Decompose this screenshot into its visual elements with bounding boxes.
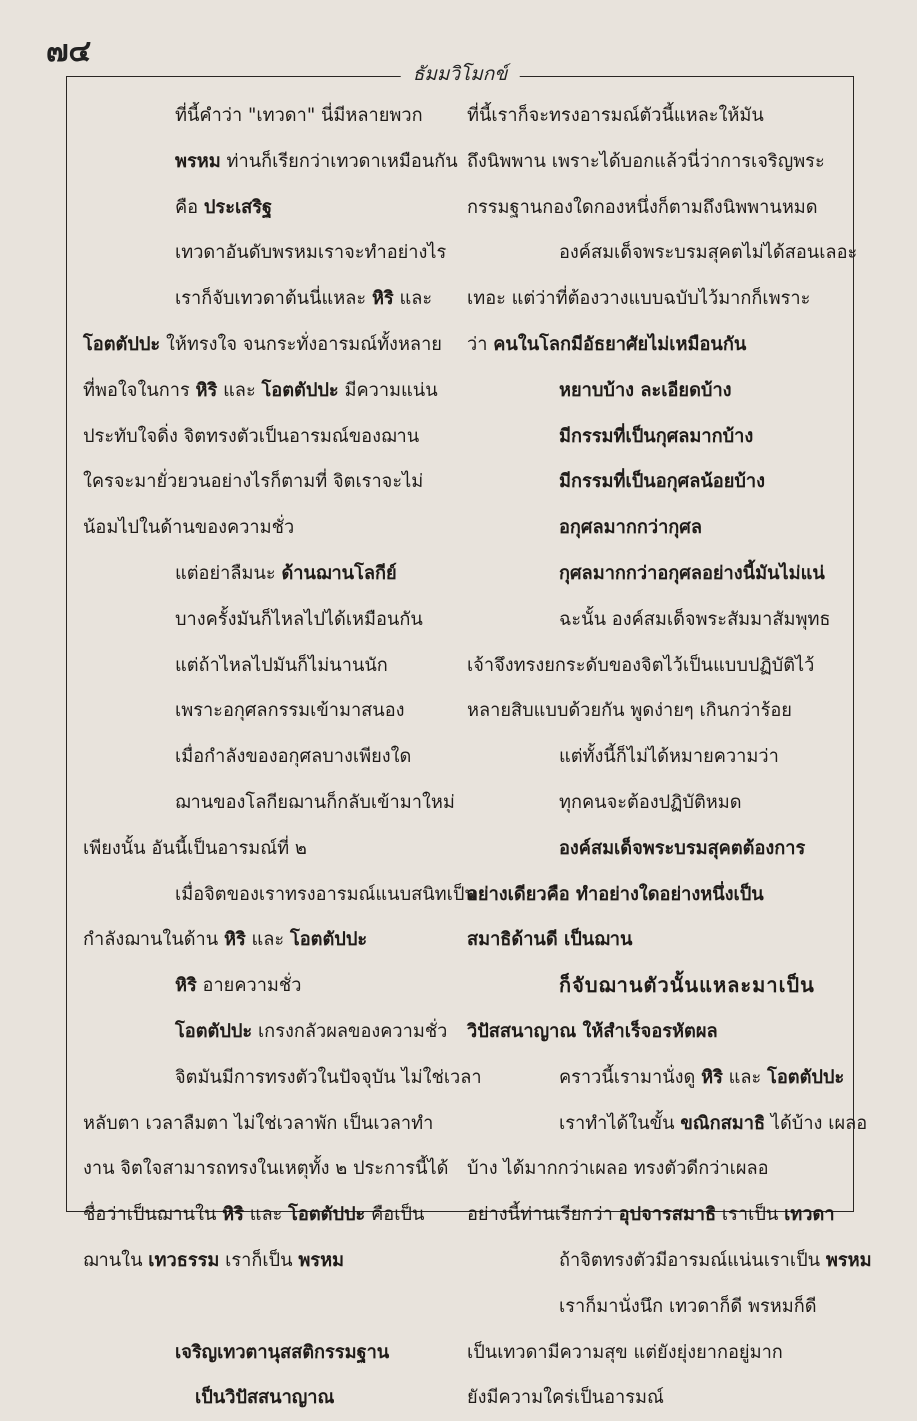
text-line [467, 734, 839, 780]
text-segment: เราทำได้ในขั้น [559, 1112, 681, 1134]
right-column [467, 93, 872, 1421]
bold-text: กุศลมากกว่าอกุศลอย่างนี้มันไม่แน่ [559, 562, 825, 584]
bold-text: มีกรรมที่เป็นอกุศลน้อยบ้าง [559, 471, 765, 493]
text-segment: ถ้าจิตทรงตัวมีอารมณ์แน่นเราเป็น [559, 1249, 826, 1271]
bold-text: มีกรรมที่เป็นกุศลมากบ้าง [559, 425, 754, 447]
text-line [83, 872, 477, 918]
bold-text: พรหม [825, 1249, 872, 1271]
bold-text: โอตตัปปะ [288, 1204, 366, 1226]
text-line [83, 185, 455, 231]
text-line [467, 505, 839, 551]
text-line [467, 368, 839, 414]
text-line [83, 597, 455, 643]
text-segment: ฉะนั้น องค์สมเด็จพระสัมมาสัมพุทธ [559, 608, 831, 630]
page-frame [66, 63, 872, 1409]
text-line [83, 688, 455, 734]
bold-text: ด้านฌานโลกีย์ [281, 562, 397, 584]
bold-text: เทวดา [784, 1204, 835, 1226]
text-line [83, 551, 455, 597]
text-line [83, 963, 455, 1009]
bold-text: คนในโลกมีอัธยาศัยไม่เหมือนกัน [493, 333, 747, 355]
text-line [467, 1192, 839, 1238]
text-line [467, 551, 839, 597]
text-segment: ที่พอใจในการ [83, 379, 196, 401]
text-line [83, 1284, 455, 1330]
text-line [83, 414, 455, 460]
text-segment: เราก็มานั่งนึก เทวดาก็ดี พรหมก็ดี [559, 1295, 817, 1317]
text-segment: แต่ถ้าไหลไปมันก็ไม่นานนัก [175, 654, 388, 676]
text-line [83, 276, 455, 322]
text-line [83, 322, 455, 368]
text-segment: ว่า [467, 333, 494, 355]
text-segment: เราก็เป็น [219, 1249, 299, 1271]
bold-text: หิริ [195, 379, 218, 401]
text-line [467, 1238, 872, 1284]
text-line [83, 230, 455, 276]
text-segment: บางครั้งมันก็ไหลไปได้เหมือนกัน [175, 608, 423, 630]
text-segment: หลับตา เวลาลืมตา ไม่ใช่เวลาพัก เป็นเวลาทำ [83, 1112, 434, 1134]
text-line [83, 1375, 455, 1421]
bold-text: หิริ [175, 975, 197, 997]
text-segment: และ [722, 1066, 768, 1088]
text-line [83, 734, 455, 780]
text-segment: คราวนี้เรามานั่งดู [559, 1066, 702, 1088]
text-segment: เมื่อกำลังของอกุศลบางเพียงใด [175, 746, 412, 768]
text-segment: ที่นี้คำว่า "เทวดา" นี่มีหลายพวก [175, 105, 423, 126]
text-line [467, 1101, 868, 1147]
bold-text: เจริญเทวตานุสสติกรรมฐาน [175, 1341, 390, 1363]
text-line [467, 963, 839, 1009]
text-segment: ได้บ้าง เผลอ [765, 1112, 868, 1134]
text-line [467, 597, 839, 643]
text-segment: เจ้าจึงทรงยกระดับของจิตไว้เป็นแบบปฏิบัติไว้ [467, 654, 815, 676]
text-line [83, 93, 455, 139]
text-line [467, 688, 839, 734]
bold-text: ประเสริฐ [203, 196, 273, 218]
bold-text: หยาบบ้าง ละเอียดบ้าง [559, 379, 732, 401]
text-segment: ที่นี้เราก็จะทรงอารมณ์ตัวนี้แหละให้มัน [467, 105, 764, 126]
bold-text: อุปจารสมาธิ [618, 1204, 717, 1226]
text-segment: เทอะ แต่ว่าที่ต้องวางแบบฉบับไว้มากก็เพราะ [467, 288, 811, 310]
text-segment: แต่ทั้งนี้ก็ไม่ได้หมายความว่า [559, 746, 779, 768]
text-segment: ฌานของโลกียฌานก็กลับเข้ามาใหม่ [175, 791, 455, 813]
text-line [467, 276, 839, 322]
text-segment: คือเป็น [365, 1204, 425, 1226]
bold-text: หิริ [371, 288, 394, 310]
text-segment: มีความแน่น [338, 379, 438, 401]
bold-text: เทวธรรม [148, 1249, 220, 1271]
text-segment: เมื่อจิตของเราทรงอารมณ์แนบสนิทเป็น [175, 883, 477, 905]
text-segment: คือ [175, 196, 204, 218]
text-segment: ใครจะมายั่วยวนอย่างไรก็ตามที่ จิตเราจะไม่ [83, 471, 424, 493]
text-segment: แต่อย่าลืมนะ [175, 562, 282, 584]
text-line [467, 459, 839, 505]
bold-text: โอตตัปปะ [767, 1066, 845, 1088]
text-segment: เพียงนั้น อันนี้เป็นอารมณ์ที่ ๒ [83, 837, 307, 859]
text-segment: ท่านก็เรียกว่าเทวดาเหมือนกัน [220, 150, 458, 172]
text-segment: หลายสิบแบบด้วยกัน พูดง่ายๆ เกินกว่าร้อย [467, 700, 792, 722]
text-line [467, 1146, 839, 1192]
bold-text: อกุศลมากกว่ากุศล [559, 517, 702, 539]
bold-text: พรหม [175, 150, 221, 172]
text-line [83, 1192, 455, 1238]
bold-text: โอตตัปปะ [261, 379, 339, 401]
text-segment: งาน จิตใจสามารถทรงในเหตุทั้ง ๒ ประการนี้ได้ [83, 1158, 449, 1180]
text-line [83, 1146, 455, 1192]
text-line [467, 643, 839, 689]
bold-text: เป็นวิปัสสนาญาณ [195, 1387, 335, 1409]
text-line [467, 826, 839, 872]
text-segment: อย่างนี้ท่านเรียกว่า [467, 1204, 619, 1226]
text-line [467, 780, 839, 826]
text-segment: ชื่อว่าเป็นฌานใน [83, 1204, 223, 1226]
text-line [83, 1055, 482, 1101]
text-segment: ถึงนิพพาน เพราะได้บอกแล้วนี่ว่าการเจริญพระ [467, 150, 825, 172]
text-segment: และ [245, 929, 290, 951]
bold-text: องค์สมเด็จพระบรมสุคตต้องการ [559, 837, 806, 859]
text-segment: เพราะอกุศลกรรมเข้ามาสนอง [175, 700, 405, 722]
text-segment: เทวดาอันดับพรหมเราจะทำอย่างไร [175, 242, 447, 264]
text-line [467, 1330, 839, 1376]
bold-text: อย่างเดียวคือ ทำอย่างใดอย่างหนึ่งเป็น [467, 883, 764, 905]
text-line [83, 505, 455, 551]
text-line [83, 826, 455, 872]
text-segment: และ [243, 1204, 289, 1226]
text-line [467, 414, 839, 460]
bold-text: สมาธิด้านดี เป็นฌาน [467, 929, 633, 951]
text-line [83, 1238, 455, 1284]
text-line [83, 139, 458, 185]
text-line [83, 917, 455, 963]
text-segment: และ [393, 288, 433, 310]
text-segment: จิตมันมีการทรงตัวในปัจจุบัน ไม่ใช่เวลา [175, 1066, 482, 1088]
bold-text: วิปัสสนาญาณ ให้สำเร็จอรหัตผล [467, 1020, 718, 1042]
bold-text: หิริ [701, 1066, 723, 1088]
text-line [83, 780, 455, 826]
text-line [467, 872, 839, 918]
text-segment: ฌานใน [83, 1249, 149, 1271]
text-line [467, 185, 839, 231]
text-line [467, 139, 839, 185]
text-segment: และ [217, 379, 262, 401]
text-segment: เกรงกลัวผลของความชั่ว [252, 1020, 448, 1042]
text-line [467, 1284, 839, 1330]
text-line [467, 1055, 845, 1101]
bold-text: โอตตัปปะ [175, 1020, 253, 1042]
text-line [467, 230, 858, 276]
text-segment: กรรมฐานกองใดกองหนึ่งก็ตามถึงนิพพานหมด [467, 196, 818, 218]
bold-text: โอตตัปปะ [289, 929, 368, 951]
text-segment: ประทับใจดิ่ง จิตทรงตัวเป็นอารมณ์ของฌาน [83, 425, 420, 447]
text-segment: องค์สมเด็จพระบรมสุคตไม่ได้สอนเลอะ [559, 242, 858, 264]
bold-text: พรหม [298, 1249, 345, 1271]
text-segment: น้อมไปในด้านของความชั่ว [83, 517, 295, 539]
text-line [83, 1101, 455, 1147]
text-line [467, 1375, 839, 1421]
text-segment: เราเป็น [716, 1204, 785, 1226]
text-line [83, 459, 455, 505]
text-segment: เป็นเทวดามีความสุข แต่ยังยุ่งยากอยู่มาก [467, 1341, 783, 1363]
text-segment: ยังมีความใคร่เป็นอารมณ์ [467, 1387, 664, 1409]
text-line [83, 643, 455, 689]
text-segment: ให้ทรงใจ จนกระทั่งอารมณ์ทั้งหลาย [160, 333, 442, 355]
bold-text: โอตตัปปะ [83, 333, 161, 355]
text-segment: บ้าง ได้มากกว่าเผลอ ทรงตัวดีกว่าเผลอ [467, 1158, 769, 1180]
page-number: ๗๔ [46, 34, 92, 69]
text-line [467, 1009, 839, 1055]
text-segment: ทุกคนจะต้องปฏิบัติหมด [559, 791, 742, 813]
text-line [83, 1009, 455, 1055]
text-segment: เราก็จับเทวดาต้นนี่แหละ [175, 288, 372, 310]
text-segment: อายความชั่ว [196, 975, 302, 997]
text-line [83, 368, 455, 414]
text-line [467, 917, 839, 963]
bold-text: ก็จับฌานตัวนั้นแหละมาเป็น [559, 973, 815, 998]
bold-text: หิริ [222, 1204, 244, 1226]
running-header-title: ธัมมวิโมกข์ [401, 59, 520, 89]
text-segment: กำลังฌานในด้าน [83, 929, 224, 951]
text-line [467, 322, 839, 368]
bold-text: หิริ [224, 929, 246, 951]
text-line [83, 1330, 455, 1376]
left-column [83, 93, 482, 1421]
bold-text: ขณิกสมาธิ [680, 1112, 766, 1134]
text-line [467, 93, 839, 139]
